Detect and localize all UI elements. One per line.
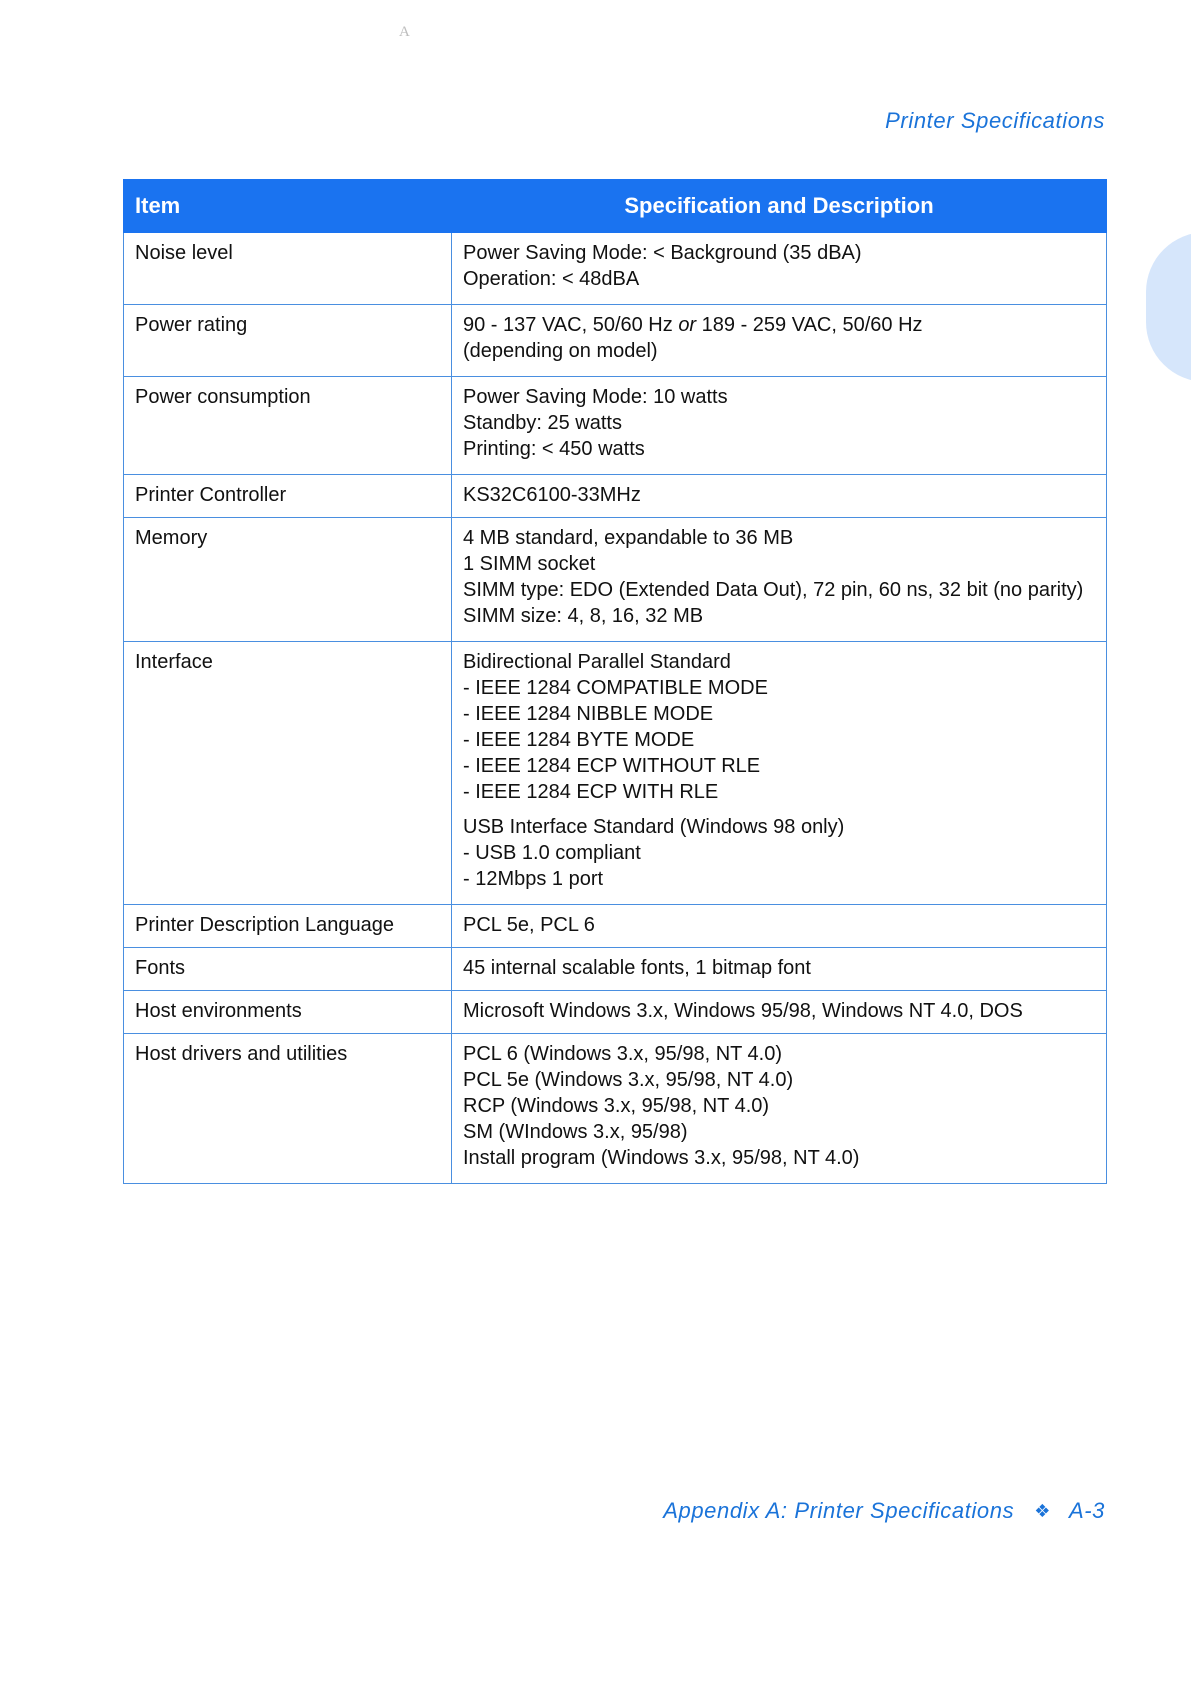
- row-item-power-rating: Power rating: [124, 305, 452, 377]
- row-spec-noise-level: [452, 233, 1107, 305]
- paragraph-gap: [463, 805, 1095, 814]
- spec-line: SIMM size: 4, 8, 16, 32 MB: [463, 605, 704, 627]
- footer-title: Appendix A: Printer Specifications: [663, 1498, 1015, 1523]
- side-tab: [1146, 232, 1191, 382]
- spec-line: 1 SIMM socket: [463, 553, 596, 575]
- spec-text: 90 - 137 VAC, 50/60 Hz: [463, 314, 679, 336]
- row-spec-memory: [452, 518, 1107, 642]
- table-row: [124, 233, 1107, 305]
- table-row: [124, 642, 1107, 905]
- row-spec-interface: [452, 642, 1107, 905]
- spec-or-italic: or: [678, 314, 697, 336]
- column-header-spec: Specification and Description: [452, 180, 1107, 233]
- spec-line: PCL 5e (Windows 3.x, 95/98, NT 4.0): [463, 1069, 794, 1091]
- spec-line: [463, 312, 1095, 338]
- row-item-host-drivers: Host drivers and utilities: [124, 1034, 452, 1184]
- table-row: [124, 905, 1107, 948]
- spec-line: KS32C6100-33MHz: [463, 484, 641, 506]
- spec-line: 45 internal scalable fonts, 1 bitmap font: [463, 957, 811, 979]
- row-spec-host-drivers: [452, 1034, 1107, 1184]
- spec-line: 4 MB standard, expandable to 36 MB: [463, 527, 794, 549]
- row-item-fonts: Fonts: [124, 948, 452, 991]
- spec-line: SIMM type: EDO (Extended Data Out), 72 pin, 60 ns, 32 bit (no parity): [463, 579, 1084, 601]
- running-header: Printer Specifications: [885, 108, 1105, 133]
- page-number: A-3: [1068, 1498, 1105, 1523]
- table-row: [124, 948, 1107, 991]
- corner-mark: A: [399, 24, 410, 40]
- spec-line: (depending on model): [463, 340, 658, 362]
- spec-line: Power Saving Mode: 10 watts: [463, 386, 728, 408]
- spec-line: - USB 1.0 compliant: [463, 842, 641, 864]
- spec-line: Bidirectional Parallel Standard: [463, 651, 731, 673]
- table-row: [124, 475, 1107, 518]
- table-row: [124, 305, 1107, 377]
- column-header-item: Item: [124, 180, 452, 233]
- row-item-noise-level: Noise level: [124, 233, 452, 305]
- spec-line: Operation: < 48dBA: [463, 268, 640, 290]
- spec-line: - IEEE 1284 BYTE MODE: [463, 729, 695, 751]
- row-spec-printer-controller: [452, 475, 1107, 518]
- spec-text: 189 - 259 VAC, 50/60 Hz: [696, 314, 923, 336]
- spec-line: Power Saving Mode: < Background (35 dBA): [463, 242, 862, 264]
- spec-line: - 12Mbps 1 port: [463, 868, 604, 890]
- spec-line: USB Interface Standard (Windows 98 only): [463, 816, 845, 838]
- spec-line: Standby: 25 watts: [463, 412, 622, 434]
- row-item-interface: Interface: [124, 642, 452, 905]
- spec-line: - IEEE 1284 NIBBLE MODE: [463, 703, 714, 725]
- row-item-printer-controller: Printer Controller: [124, 475, 452, 518]
- spec-line: RCP (Windows 3.x, 95/98, NT 4.0): [463, 1095, 770, 1117]
- spec-line: Microsoft Windows 3.x, Windows 95/98, Windows NT 4.0, DOS: [463, 1000, 1023, 1022]
- row-spec-host-environments: [452, 991, 1107, 1034]
- row-spec-fonts: [452, 948, 1107, 991]
- spec-line: PCL 5e, PCL 6: [463, 914, 595, 936]
- row-item-host-environments: Host environments: [124, 991, 452, 1034]
- row-spec-pdl: [452, 905, 1107, 948]
- row-item-pdl: Printer Description Language: [124, 905, 452, 948]
- spec-line: Printing: < 450 watts: [463, 438, 645, 460]
- page-footer: [663, 1498, 1105, 1524]
- row-spec-power-rating: [452, 305, 1107, 377]
- spec-line: - IEEE 1284 ECP WITH RLE: [463, 781, 719, 803]
- table-row: [124, 518, 1107, 642]
- spec-line: - IEEE 1284 COMPATIBLE MODE: [463, 677, 768, 699]
- table-row: [124, 991, 1107, 1034]
- table-row: [124, 377, 1107, 475]
- row-item-power-consumption: Power consumption: [124, 377, 452, 475]
- diamond-separator-icon: ❖: [1034, 1500, 1051, 1521]
- table-row: [124, 1034, 1107, 1184]
- spec-line: Install program (Windows 3.x, 95/98, NT 4.0): [463, 1147, 860, 1169]
- row-spec-power-consumption: [452, 377, 1107, 475]
- table-header-row: [124, 180, 1107, 233]
- spec-line: SM (WIndows 3.x, 95/98): [463, 1121, 688, 1143]
- spec-line: - IEEE 1284 ECP WITHOUT RLE: [463, 755, 761, 777]
- spec-line: PCL 6 (Windows 3.x, 95/98, NT 4.0): [463, 1043, 783, 1065]
- row-item-memory: Memory: [124, 518, 452, 642]
- spec-table: [123, 179, 1107, 1184]
